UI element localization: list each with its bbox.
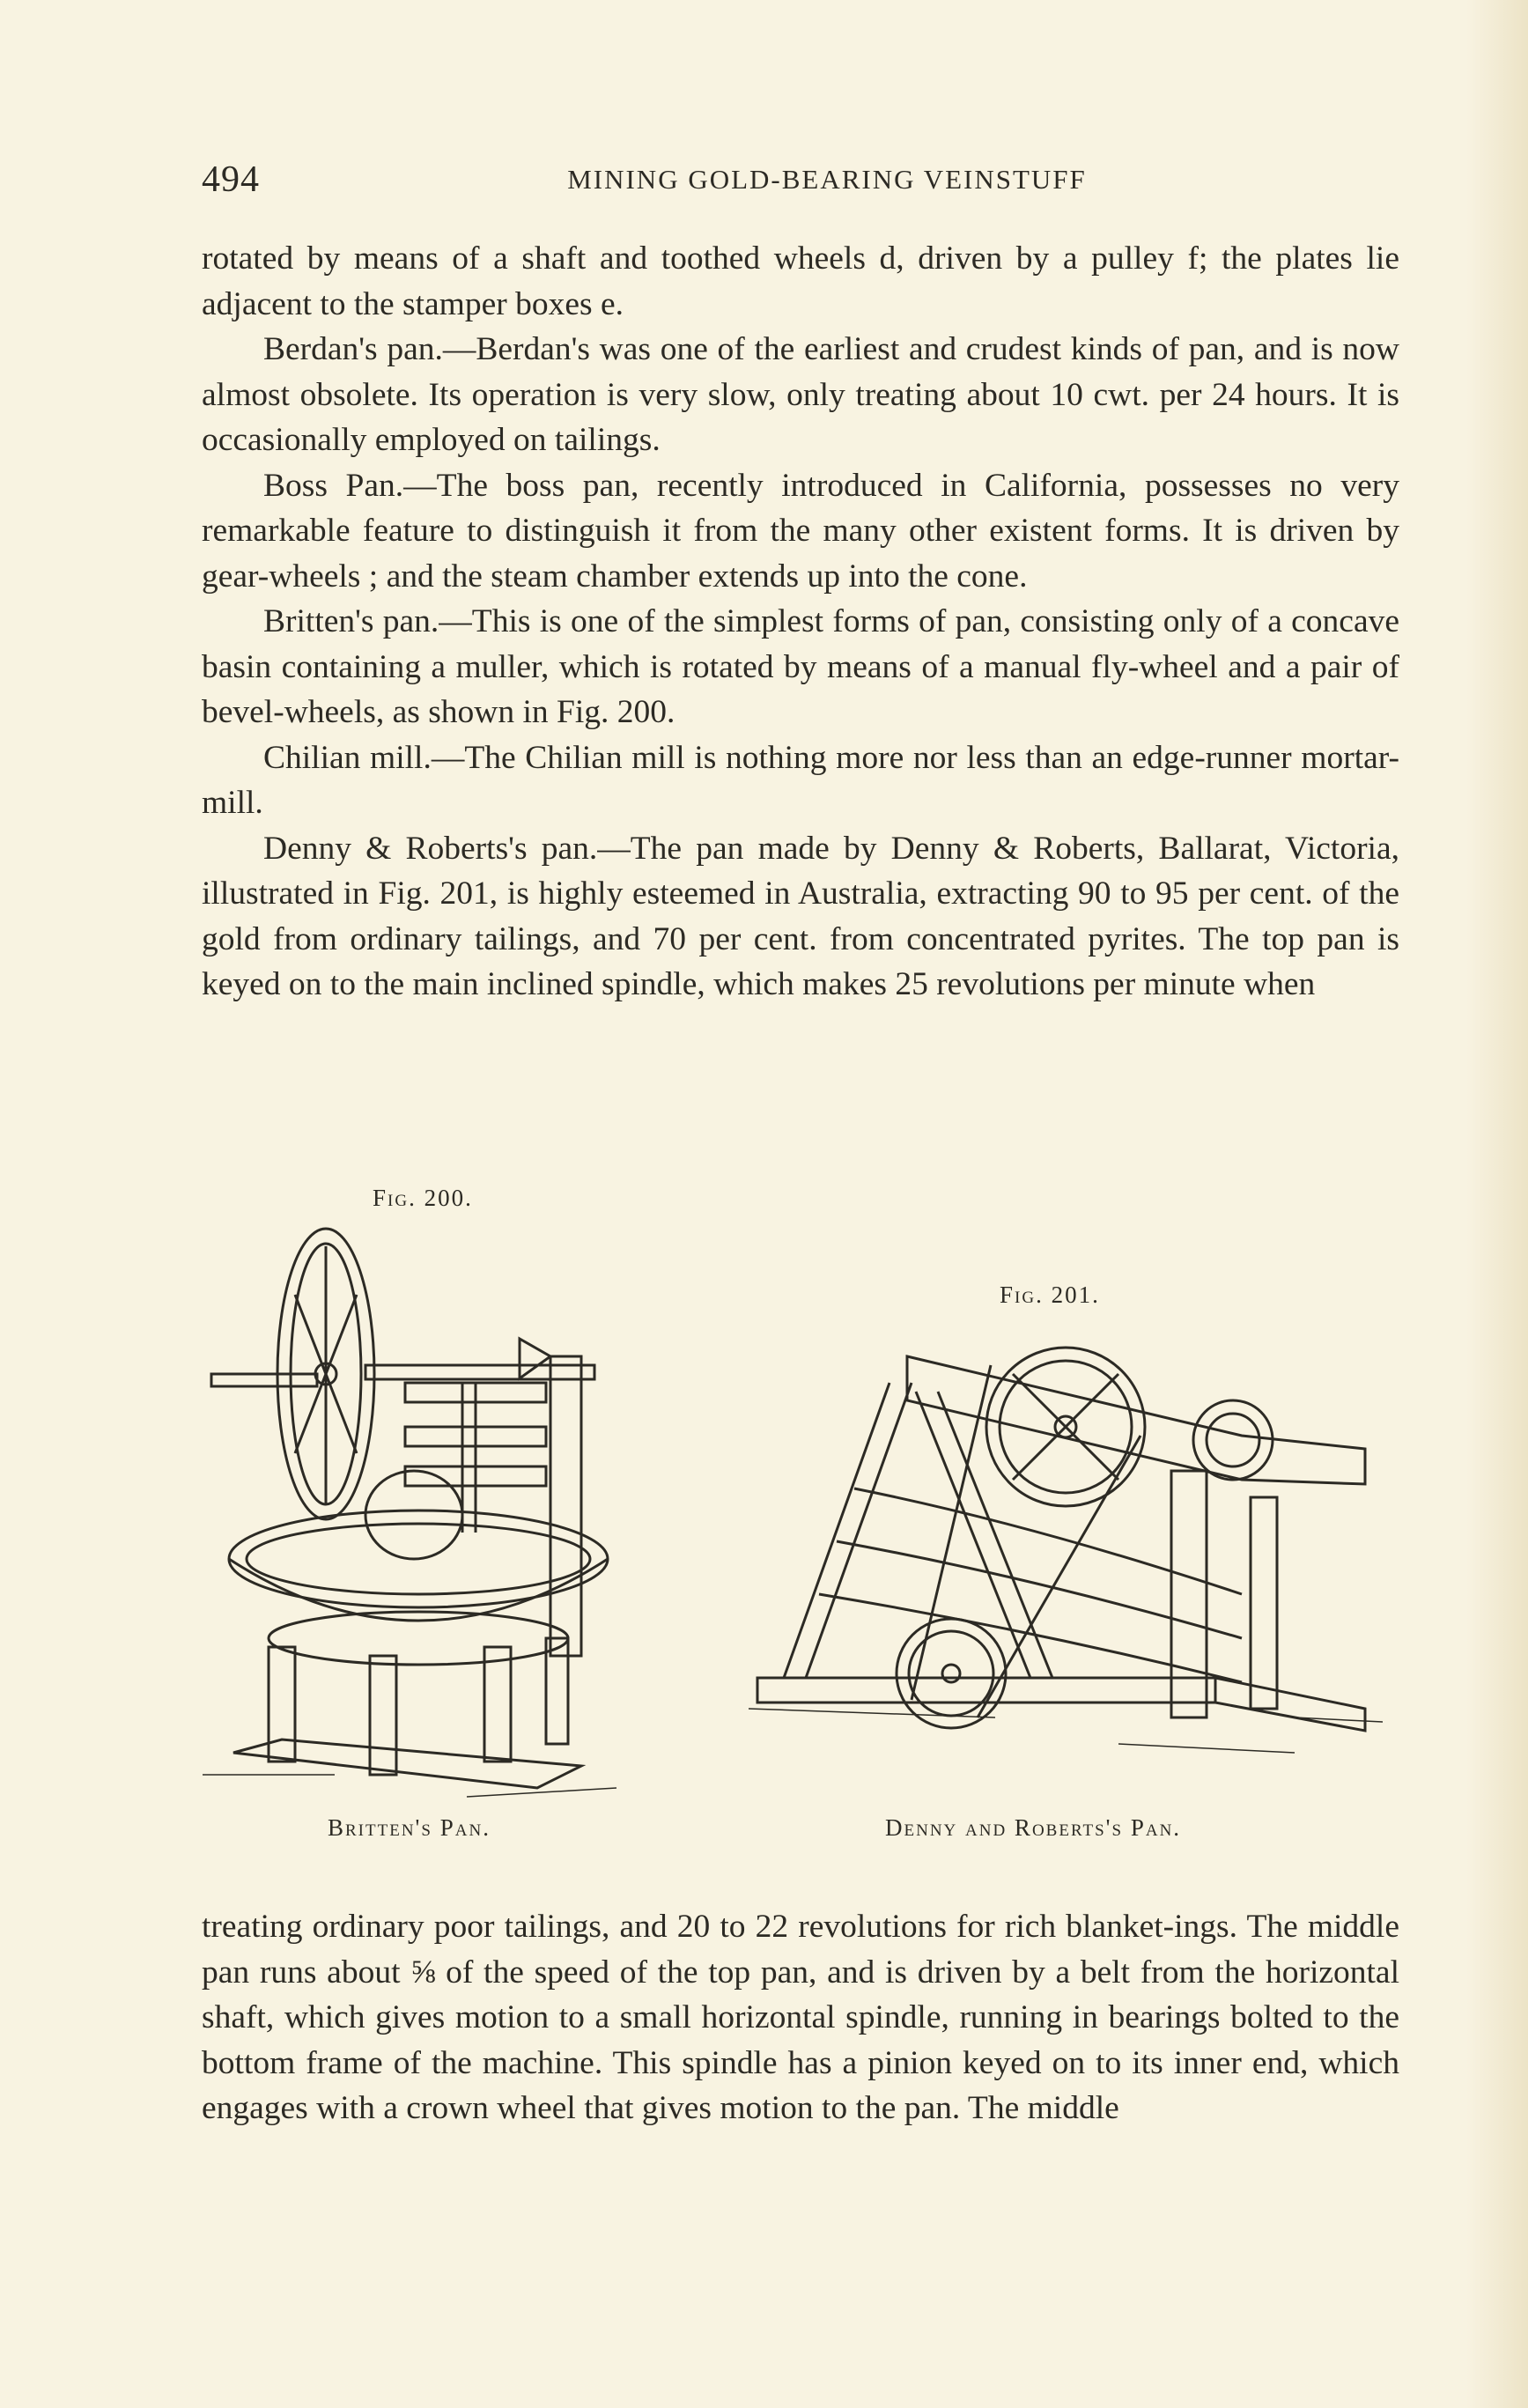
paragraph-continuation: rotated by means of a shaft and toothed wheels d, driven by a pulley f; the plates lie adjacent to the stamper boxes e. <box>202 240 1399 322</box>
paragraph-berdans-pan: Berdan's pan.—Berdan's was one of the earliest and crudest kinds of pan, and is now almost obsolete. Its operation is very slow, only treating about 10 cwt. per 24 hours. It is occasionally employed on tailings. <box>202 331 1399 458</box>
paragraph-brittens-pan: Britten's pan.—This is one of the simplest forms of pan, consisting only of a concave basin containing a muller, which is rotated by means of a manual fly-wheel and a pair of bevel-wheels, as shown in Fig. 200. <box>202 603 1399 730</box>
paragraph-boss-pan: Boss Pan.—The boss pan, recently introduced in California, possesses no very remarkable feature to distinguish it from the many other existent forms. It is driven by gear-wheels ; and the steam chamber extends up into the cone. <box>202 467 1399 595</box>
fig-200-label: Fig. 200. <box>373 1185 473 1211</box>
fig-201-caption: Denny and Roberts's Pan. <box>885 1814 1182 1841</box>
denny-roberts-pan-illustration <box>749 1330 1383 1806</box>
paragraph-denny-roberts-pan: Denny & Roberts's pan.—The pan made by Denny & Roberts, Ballarat, Victoria, illustrated in Fig. 201, is highly esteemed in Australia, extracting 90 to 95 per cent. of the gold from ordinary tailings, and 70 per cent. from concentrated pyrites. The top pan is keyed on to the main inclined spindle, which makes 25 revolutions per minute when <box>202 830 1399 1002</box>
running-title: MINING GOLD-BEARING VEINSTUFF <box>567 164 1087 195</box>
page-edge-shading <box>1466 0 1528 2408</box>
fig-201-label: Fig. 201. <box>1000 1282 1100 1308</box>
page-header <box>202 159 1399 211</box>
brittens-pan-illustration <box>203 1224 634 1801</box>
body-text-bottom <box>202 1904 1399 2131</box>
paragraph-continuation-bottom: treating ordinary poor tailings, and 20 to 22 revolutions for rich blanket-ings. The middle pan runs about ⅝ of the speed of the top pan, and is driven by a belt from the horizontal shaft, which gives motion to a small horizontal spindle, running in bearings bolted to the bottom frame of the machine. This spindle has a pinion keyed on to its inner end, which engages with a crown wheel that gives motion to the pan. The middle <box>202 1909 1399 2126</box>
page-number: 494 <box>202 159 260 200</box>
paragraph-chilian-mill: Chilian mill.—The Chilian mill is nothing more nor less than an edge-runner mortar-mill. <box>202 739 1399 821</box>
fig-200-caption: Britten's Pan. <box>328 1814 491 1841</box>
body-text-top <box>202 236 1399 1008</box>
